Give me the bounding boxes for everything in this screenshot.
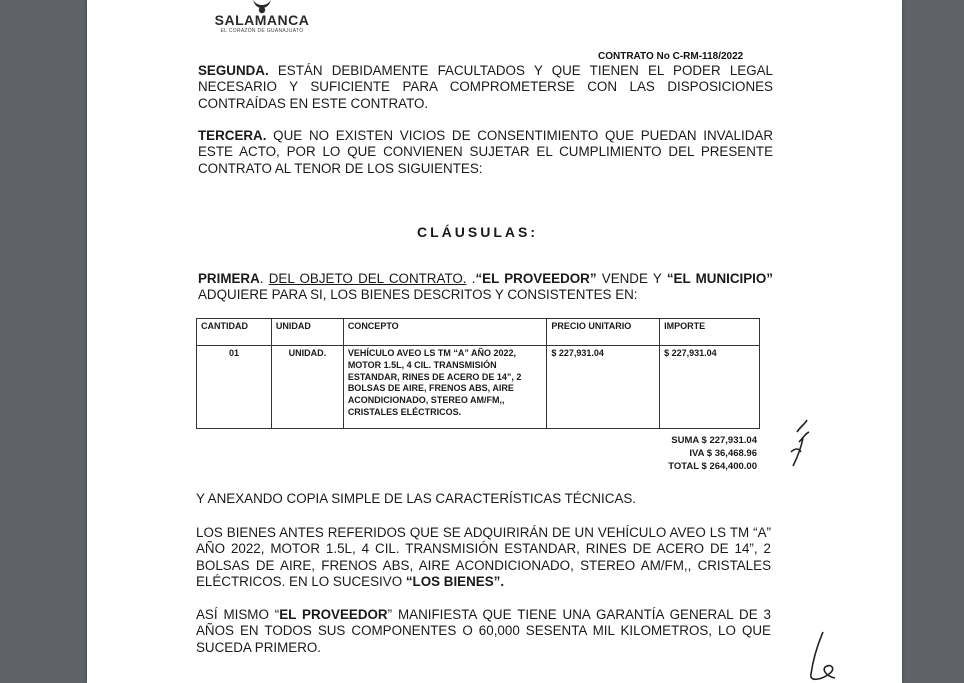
clausulas-heading: CLÁUSULAS: (417, 224, 538, 240)
initials-signature-icon (787, 418, 811, 470)
primera-mid: . (466, 271, 476, 286)
header-concepto: CONCEPTO (343, 319, 547, 346)
primera-rest: ADQUIERE PARA SI, LOS BIENES DESCRITOS Y CONSISTENTES EN: (198, 287, 638, 303)
garantia-paragraph (196, 607, 771, 656)
logo-subtitle: EL CORAZÓN DE GUANAJUATO (220, 28, 304, 34)
goods-table (196, 318, 760, 429)
anexo-paragraph: Y ANEXANDO COPIA SIMPLE DE LAS CARACTERÍSTICAS TÉCNICAS. (196, 491, 637, 506)
primera-proveedor: “EL PROVEEDOR” (475, 271, 597, 286)
primera-dot: . (259, 271, 269, 286)
cell-importe: $ 227,931.04 (660, 346, 760, 429)
tercera-text: QUE NO EXISTEN VICIOS DE CONSENTIMIENTO QUE PUEDAN INVALIDAR ESTE ACTO, POR LO QUE CONVIENEN SUJETAR EL CUMPLIMIENTO DEL PRESENTE CONTRATO AL TENOR DE LOS SIGUIENTES: (198, 128, 773, 176)
cell-cantidad: 01 (197, 346, 272, 429)
signature-icon (799, 630, 859, 683)
primera-municipio: “EL MUNICIPIO” (666, 271, 773, 286)
table-row (197, 346, 760, 429)
header-cantidad: CANTIDAD (197, 319, 272, 346)
clause-segunda (198, 63, 773, 112)
salamanca-logo (207, 0, 317, 34)
tercera-label: TERCERA. (198, 128, 267, 143)
document-page (87, 0, 902, 683)
garantia-proveedor: EL PROVEEDOR (279, 607, 388, 622)
header-unidad: UNIDAD (271, 319, 343, 346)
cell-precio-unitario: $ 227,931.04 (547, 346, 660, 429)
garantia-text: ” MANIFIESTA QUE TIENE UNA GARANTÍA GENERAL DE 3 AÑOS EN TODOS SUS COMPONENTES O 60,000 SESENTA MIL KILOMETROS, LO QUE SUCEDA PRIMERO. (196, 607, 771, 655)
header-precio-unitario: PRECIO UNITARIO (547, 319, 660, 346)
bienes-text: LOS BIENES ANTES REFERIDOS QUE SE ADQUIRIRÁN DE UN VEHÍCULO AVEO LS TM “A” AÑO 2022, MOTOR 1.5L, 4 CIL. TRANSMISIÓN ESTANDAR, RINES DE ACERO DE 14”, 2 BOLSAS DE AIRE, FRENOS ABS, AIRE ACONDICIONADO, STEREO AM/FM,, CRISTALES ELÉCTRICOS. EN LO SUCESIVO (196, 525, 771, 590)
contract-number: CONTRATO No C-RM-118/2022 (598, 51, 744, 62)
total-suma: SUMA $ 227,931.04 (671, 435, 757, 446)
clause-primera (198, 271, 773, 304)
cell-unidad: UNIDAD. (271, 346, 343, 429)
primera-subject: DEL OBJETO DEL CONTRATO. (268, 271, 467, 286)
cell-concepto: VEHÍCULO AVEO LS TM “A” AÑO 2022, MOTOR 1.5L, 4 CIL. TRANSMISIÓN ESTANDAR, RINES DE ACERO DE 14”, 2 BOLSAS DE AIRE, FRENOS ABS, AIRE ACONDICIONADO, STEREO AM/FM,, CRISTALES ELÉCTRICOS. (343, 346, 547, 429)
clause-tercera (198, 128, 773, 177)
logo-title: SALAMANCA (214, 12, 310, 28)
primera-label: PRIMERA (198, 271, 260, 286)
total-iva: IVA $ 36,468.96 (689, 448, 757, 459)
garantia-start: ASÍ MISMO “ (196, 607, 280, 622)
table-header-row (197, 319, 760, 346)
totals-block (627, 434, 757, 473)
bienes-paragraph (196, 525, 771, 591)
header-importe: IMPORTE (660, 319, 760, 346)
los-bienes-label: “LOS BIENES”. (405, 574, 505, 590)
primera-vende: VENDE Y (596, 271, 667, 286)
segunda-text: ESTÁN DEBIDAMENTE FACULTADOS Y QUE TIENEN EL PODER LEGAL NECESARIO Y SUFICIENTE PARA COMPROMETERSE CON LAS DISPOSICIONES CONTRAÍDAS EN ESTE CONTRATO. (198, 63, 773, 111)
total-total: TOTAL $ 264,400.00 (668, 461, 757, 472)
segunda-label: SEGUNDA. (198, 63, 269, 78)
